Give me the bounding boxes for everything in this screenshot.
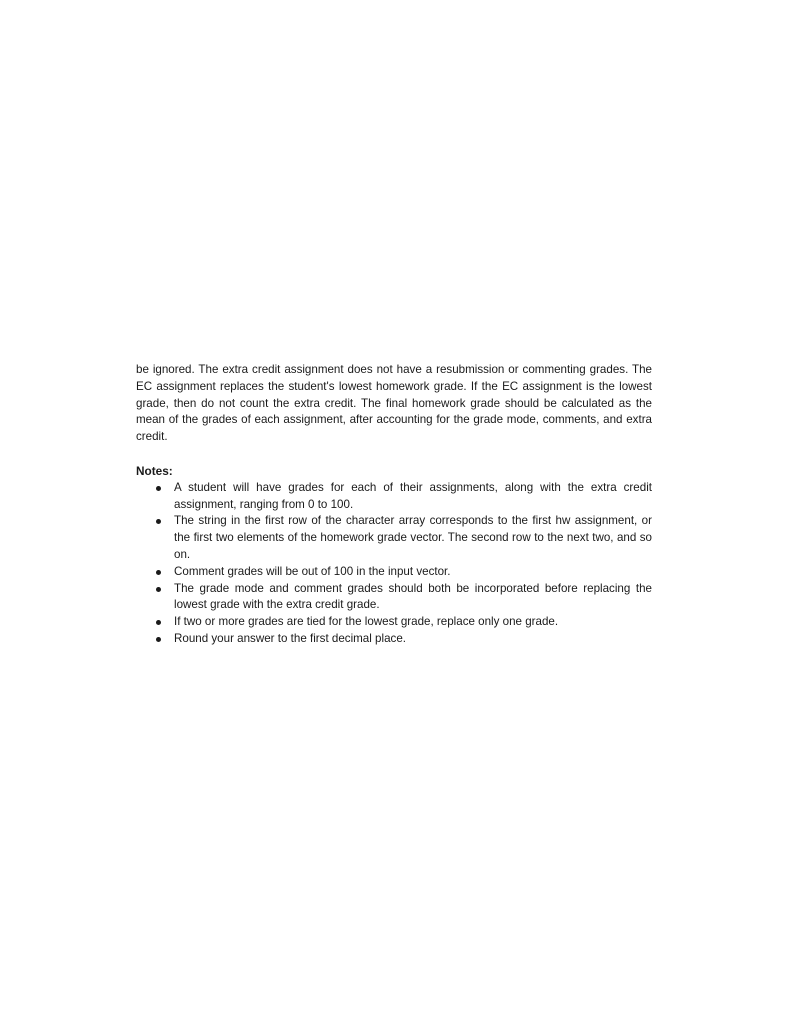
- bullet-icon: [156, 620, 161, 625]
- bullet-icon: [156, 570, 161, 575]
- note-text: The grade mode and comment grades should both be incorporated before replacing the lowest grade with the extra credit grade.: [174, 581, 652, 612]
- list-item: [136, 513, 652, 563]
- bullet-icon: [156, 486, 161, 491]
- body-paragraph: be ignored. The extra credit assignment does not have a resubmission or commenting grades. The EC assignment replaces the student's lowest homework grade. If the EC assignment is the lowest grade, then do not count the extra credit. The final homework grade should be calculated as the mean of the grades of each assignment, after accounting for the grade mode, comments, and extra credit.: [136, 363, 652, 444]
- note-text: Round your answer to the first decimal place.: [174, 631, 406, 645]
- note-text: A student will have grades for each of their assignments, along with the extra credit assignment, ranging from 0 to 100.: [174, 480, 652, 511]
- note-text: Comment grades will be out of 100 in the input vector.: [174, 564, 451, 578]
- list-item: [136, 564, 652, 581]
- note-text: The string in the first row of the character array corresponds to the first hw assignment, or the first two elements of the homework grade vector. The second row to the next two, and so on.: [174, 514, 652, 561]
- list-item: [136, 581, 652, 615]
- list-item: [136, 614, 652, 631]
- note-text: If two or more grades are tied for the lowest grade, replace only one grade.: [174, 615, 559, 629]
- notes-heading: Notes:: [136, 463, 173, 478]
- list-item: [136, 480, 652, 514]
- bullet-icon: [156, 587, 161, 592]
- notes-list: [136, 480, 652, 648]
- list-item: [136, 631, 652, 648]
- bullet-icon: [156, 637, 161, 642]
- document-content: [136, 362, 652, 648]
- bullet-icon: [156, 519, 161, 524]
